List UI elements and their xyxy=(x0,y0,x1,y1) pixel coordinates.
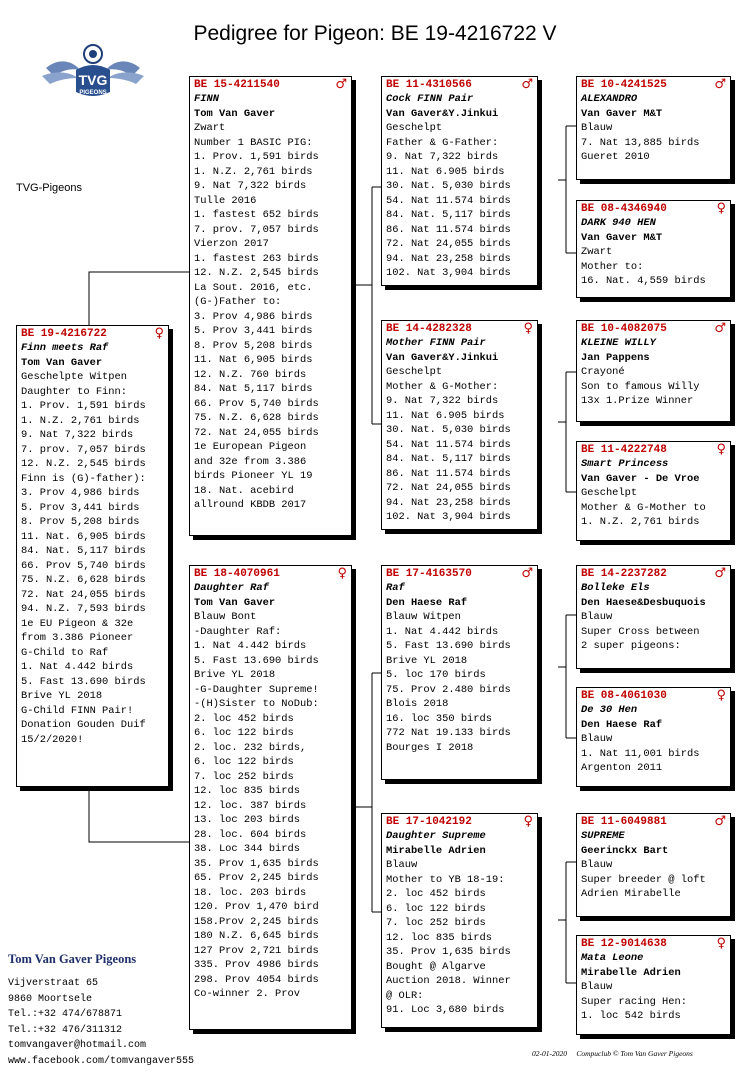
info-line: Father & G-Father: xyxy=(386,136,499,149)
pigeon-name: SUPREME xyxy=(581,830,625,842)
pigeon-name: KLEINE WILLY xyxy=(581,337,656,349)
pigeon-card-fff[interactable] xyxy=(576,76,731,180)
info-line: birds Pioneer YL 19 xyxy=(194,470,313,482)
female-icon: ♀ xyxy=(716,201,726,216)
info-line: 84. Nat 5,117 birds xyxy=(194,383,313,395)
info-line: 7. prov. 7,057 birds xyxy=(21,443,146,456)
ring-number: BE 17-1042192 xyxy=(386,816,472,828)
info-line: 120. Prov 1,470 bird xyxy=(194,901,319,913)
info-line: Blauw xyxy=(581,733,613,745)
male-icon: ♂ xyxy=(714,77,726,92)
info-line: 9. Nat 7,322 birds xyxy=(386,151,499,163)
female-icon: ♀ xyxy=(523,321,533,336)
info-line: 1e European Pigeon xyxy=(194,441,307,453)
info-line: 9. Nat 7,322 birds xyxy=(194,180,307,192)
info-line: Adrien Mirabelle xyxy=(581,888,681,900)
info-line: 1. Nat 4.442 birds xyxy=(21,661,134,673)
info-line: Brive YL 2018 xyxy=(21,690,103,702)
info-line: Mother to: xyxy=(581,260,644,273)
info-line: 38. Loc 344 birds xyxy=(194,843,301,855)
info-line: 13x 1.Prize Winner xyxy=(581,395,694,407)
pigeon-card-mmf[interactable] xyxy=(576,813,731,917)
info-line: 102. Nat 3,904 birds xyxy=(386,511,511,523)
info-line: 12. N.Z. 2,545 birds xyxy=(21,458,146,470)
info-line: Crayoné xyxy=(581,366,625,378)
info-line: 11. Nat 6,905 birds xyxy=(194,354,313,366)
info-line: 1. Prov. 1,591 birds xyxy=(194,151,319,163)
info-line: Super Cross between xyxy=(581,625,700,638)
info-line: 7. prov. 7,057 birds xyxy=(194,223,319,236)
info-line: 66. Prov 5,740 birds xyxy=(21,559,146,572)
info-line: 158.Prov 2,245 birds xyxy=(194,915,319,928)
info-line: Blauw Witpen xyxy=(386,611,461,623)
info-line: 8. Prov 5,208 birds xyxy=(194,339,313,352)
info-line: 5. Fast 13.690 birds xyxy=(21,675,146,688)
info-line: (G-)Father to: xyxy=(194,296,282,308)
info-line: Mother & G-Mother: xyxy=(386,380,499,393)
info-line: Blauw Bont xyxy=(194,611,257,623)
info-line: 1. fastest 263 birds xyxy=(194,252,319,265)
info-line: 2. loc 452 birds xyxy=(386,888,486,900)
info-line: -(H)Sister to NoDub: xyxy=(194,698,319,710)
pigeon-name: Finn meets Raf xyxy=(21,342,109,354)
pigeon-name: FINN xyxy=(194,93,219,105)
info-line: 28. loc. 604 birds xyxy=(194,828,307,841)
info-line: Geschelpte Witpen xyxy=(21,371,128,383)
male-icon: ♂ xyxy=(714,566,726,581)
print-footer: 02-01-2020 Compuclub © Tom Van Gaver Pigeons xyxy=(532,1049,693,1058)
info-line: from 3.386 Pioneer xyxy=(21,632,134,644)
info-line: 335. Prov 4986 birds xyxy=(194,959,319,971)
male-icon: ♂ xyxy=(521,77,533,92)
info-line: 11. Nat 6.905 birds xyxy=(386,409,505,422)
info-line: Brive YL 2018 xyxy=(386,654,468,667)
info-line: 11. Nat. 6,905 birds xyxy=(21,530,146,543)
pigeon-card-father[interactable] xyxy=(189,76,352,536)
svg-text:PIGEONS: PIGEONS xyxy=(79,90,107,96)
info-line: 5. Fast 13.690 birds xyxy=(386,640,511,652)
ring-number: BE 08-4061030 xyxy=(581,690,667,702)
info-line: 7. Nat 13,885 birds xyxy=(581,136,700,149)
ring-number: BE 10-4082075 xyxy=(581,323,667,335)
info-line: 2. loc 452 birds xyxy=(194,712,294,725)
info-line: 102. Nat 3,904 birds xyxy=(386,267,511,279)
info-line: 12. loc 835 birds xyxy=(194,785,301,797)
info-line: 7. loc 252 birds xyxy=(386,917,486,929)
info-line: 5. loc 170 birds xyxy=(386,669,486,681)
info-line: G-Child FINN Pair! xyxy=(21,704,134,717)
info-line: Blois 2018 xyxy=(386,698,449,710)
info-line: 127 Prov 2,721 birds xyxy=(194,944,319,957)
female-icon: ♀ xyxy=(716,688,726,703)
ring-number: BE 11-6049881 xyxy=(581,816,667,828)
info-line: Blauw xyxy=(581,859,613,871)
info-line: 18. Nat. acebird xyxy=(194,484,294,497)
info-line: Tulle 2016 xyxy=(194,194,257,207)
ring-number: BE 18-4070961 xyxy=(194,568,280,580)
ring-number: BE 14-2237282 xyxy=(581,568,667,580)
city: 9860 Moortsele xyxy=(8,993,93,1005)
info-line: Donation Gouden Duif xyxy=(21,719,146,731)
ring-number: BE 11-4310566 xyxy=(386,79,472,91)
info-line: 1. Nat 4.442 birds xyxy=(386,625,499,638)
ring-number: BE 17-4163570 xyxy=(386,568,472,580)
info-line: Co-winner 2. Prov xyxy=(194,988,301,1000)
ring-number: BE 15-4211540 xyxy=(194,79,280,91)
info-line: 298. Prov 4054 birds xyxy=(194,973,319,986)
female-icon: ♀ xyxy=(337,566,347,581)
pigeon-card-mmm[interactable] xyxy=(576,935,731,1035)
info-line: 13. loc 203 birds xyxy=(194,814,301,826)
breeder: Van Gaver M&T xyxy=(581,231,663,244)
info-line: 1e EU Pigeon & 32e xyxy=(21,617,134,630)
info-line: 9. Nat 7,322 birds xyxy=(386,395,499,407)
breeder: Van Gaver M&T xyxy=(581,107,663,120)
female-icon: ♀ xyxy=(716,442,726,457)
info-line: 91. Loc 3,680 birds xyxy=(386,1004,505,1016)
breeder: Van Gaver&Y.Jinkui xyxy=(386,107,499,120)
pigeon-card-ffm[interactable] xyxy=(576,200,731,298)
breeder: Den Haese&Desbuquois xyxy=(581,596,706,609)
male-icon: ♂ xyxy=(714,321,726,336)
svg-text:TVG: TVG xyxy=(78,72,108,88)
pigeon-name: ALEXANDRO xyxy=(581,93,638,105)
phone-2: Tel.:+32 476/311312 xyxy=(8,1024,123,1036)
info-line: allround KBDB 2017 xyxy=(194,499,307,511)
pigeon-card-mf[interactable] xyxy=(381,565,538,780)
pigeon-name: Daughter Supreme xyxy=(386,830,486,842)
info-line: Son to famous Willy xyxy=(581,380,700,393)
pigeon-card-ff[interactable] xyxy=(381,76,538,286)
info-line: 15/2/2020! xyxy=(21,733,84,746)
info-line: Number 1 BASIC PIG: xyxy=(194,136,313,149)
info-line: Blauw xyxy=(581,611,613,623)
info-line: Daughter to Finn: xyxy=(21,385,128,398)
info-line: Bought @ Algarve xyxy=(386,960,486,973)
contact-block xyxy=(8,976,194,1069)
info-line: 86. Nat 11.574 birds xyxy=(386,223,511,236)
info-line: 1. Prov. 1,591 birds xyxy=(21,400,146,412)
info-line: 5. Prov 3,441 birds xyxy=(21,501,140,514)
info-line: 6. loc 122 birds xyxy=(194,756,294,768)
breeder: Jan Pappens xyxy=(581,351,650,364)
info-line: Geschelpt xyxy=(581,487,638,499)
owner-name: Tom Van Gaver Pigeons xyxy=(8,952,137,966)
info-line: 84. Nat. 5,117 birds xyxy=(386,209,511,221)
info-line: 12. loc. 387 birds xyxy=(194,799,307,812)
pigeon-card-mff[interactable] xyxy=(576,565,731,669)
breeder: Tom Van Gaver xyxy=(194,596,276,609)
info-line: Auction 2018. Winner xyxy=(386,975,511,987)
info-line: 75. N.Z. 6,628 birds xyxy=(21,574,146,586)
female-icon: ♀ xyxy=(523,814,533,829)
info-line: 8. Prov 5,208 birds xyxy=(21,516,140,528)
info-line: 1. Nat 11,001 birds xyxy=(581,747,700,760)
info-line: 72. Nat 24,055 birds xyxy=(386,482,511,494)
male-icon: ♂ xyxy=(335,77,347,92)
male-icon: ♂ xyxy=(521,566,533,581)
info-line: 54. Nat 11.574 birds xyxy=(386,438,511,451)
info-line: Bourges I 2018 xyxy=(386,741,474,754)
info-line: 1. fastest 652 birds xyxy=(194,209,319,221)
pigeon-name: Bolleke Els xyxy=(581,582,650,594)
info-line: 5. Prov 3,441 birds xyxy=(194,325,313,337)
pigeon-name: Mata Leone xyxy=(581,952,644,964)
info-line: Super racing Hen: xyxy=(581,995,688,1008)
info-line: 84. Nat. 5,117 birds xyxy=(21,545,146,557)
info-line: 86. Nat 11.574 birds xyxy=(386,467,511,480)
info-line: Blauw xyxy=(581,981,613,993)
pigeon-name: Cock FINN Pair xyxy=(386,93,474,105)
info-line: 11. Nat 6.905 birds xyxy=(386,165,505,178)
breeder: Den Haese Raf xyxy=(581,718,663,731)
pigeon-card-mm[interactable] xyxy=(381,813,538,1028)
info-line: Super breeder @ loft xyxy=(581,873,706,886)
male-icon: ♂ xyxy=(714,814,726,829)
ring-number: BE 11-4222748 xyxy=(581,444,667,456)
info-line: 5. Fast 13.690 birds xyxy=(194,654,319,667)
info-line: G-Child to Raf xyxy=(21,646,109,659)
info-line: Zwart xyxy=(581,246,613,258)
address: Vijverstraat 65 xyxy=(8,978,99,989)
info-line: 1. N.Z. 2,761 birds xyxy=(194,165,313,178)
info-line: 1. loc 542 birds xyxy=(581,1010,681,1022)
breeder: Mirabelle Adrien xyxy=(581,966,681,979)
info-line: Zwart xyxy=(194,122,226,134)
breeder: Mirabelle Adrien xyxy=(386,844,486,857)
info-line: 772 Nat 19.133 birds xyxy=(386,727,511,739)
info-line: 6. loc 122 birds xyxy=(386,902,486,915)
info-line: 6. loc 122 birds xyxy=(194,727,294,739)
info-line: Brive YL 2018 xyxy=(194,669,276,681)
breeder: Van Gaver - De Vroe xyxy=(581,472,700,485)
female-icon: ♀ xyxy=(154,326,164,341)
breeder: Van Gaver&Y.Jinkui xyxy=(386,351,499,364)
info-line: 35. Prov 1,635 birds xyxy=(194,857,319,870)
info-line: Geschelpt xyxy=(386,366,443,378)
pigeon-name: Smart Princess xyxy=(581,458,669,470)
ring-number: BE 14-4282328 xyxy=(386,323,472,335)
info-line: 72. Nat 24,055 birds xyxy=(21,588,146,601)
info-line: 1. N.Z. 2,761 birds xyxy=(581,516,700,528)
ring-number: BE 19-4216722 xyxy=(21,328,107,340)
info-line: Blauw xyxy=(386,859,418,871)
pigeon-name: Daughter Raf xyxy=(194,582,269,594)
ring-number: BE 08-4346940 xyxy=(581,203,667,215)
email-link[interactable]: tomvangaver@hotmail.com xyxy=(8,1040,147,1051)
info-line: 94. Nat 23,258 birds xyxy=(386,496,511,509)
info-line: 12. loc 835 birds xyxy=(386,931,493,944)
info-line: Vierzon 2017 xyxy=(194,238,269,250)
phone-1: Tel.:+32 474/678871 xyxy=(8,1009,123,1020)
info-line: 66. Prov 5,740 birds xyxy=(194,397,319,410)
pigeon-card-mother[interactable] xyxy=(189,565,352,1030)
info-line: La Sout. 2016, etc. xyxy=(194,281,313,294)
info-line: 94. Nat 23,258 birds xyxy=(386,252,511,265)
info-line: Finn is (G)-father): xyxy=(21,472,146,485)
info-line: 2 super pigeons: xyxy=(581,640,681,652)
info-line: @ OLR: xyxy=(386,989,424,1002)
info-line: 9. Nat 7,322 birds xyxy=(21,429,134,441)
info-line: 2. loc. 232 birds, xyxy=(194,741,307,754)
info-line: 1. N.Z. 2,761 birds xyxy=(21,414,140,427)
pigeon-name: Raf xyxy=(386,582,405,594)
page-title: Pedigree for Pigeon: BE 19-4216722 V xyxy=(193,22,557,45)
female-icon: ♀ xyxy=(716,936,726,951)
info-line: 72. Nat 24,055 birds xyxy=(386,238,511,250)
info-line: 12. N.Z. 760 birds xyxy=(194,368,307,381)
info-line: 12. N.Z. 2,545 birds xyxy=(194,267,319,279)
ring-number: BE 12-9014638 xyxy=(581,938,667,950)
info-line: Gueret 2010 xyxy=(581,151,650,163)
pigeon-card-fmm[interactable] xyxy=(576,441,731,541)
ring-number: BE 10-4241525 xyxy=(581,79,667,91)
pigeon-card-fm[interactable] xyxy=(381,320,538,530)
pigeon-name: Mother FINN Pair xyxy=(386,337,486,349)
pigeon-card-subject[interactable] xyxy=(16,325,169,787)
info-line: 7. loc 252 birds xyxy=(194,770,294,783)
info-line: 3. Prov 4,986 birds xyxy=(194,310,313,323)
website-link[interactable]: www.facebook.com/tomvangaver555 xyxy=(8,1055,195,1067)
pigeon-card-mfm[interactable] xyxy=(576,687,731,787)
info-line: 1. Nat 4.442 birds xyxy=(194,640,307,652)
info-line: Mother to YB 18-19: xyxy=(386,873,505,886)
info-line: 18. loc. 203 birds xyxy=(194,886,307,899)
info-line: Geschelpt xyxy=(386,122,443,134)
info-line: 16. loc 350 birds xyxy=(386,712,493,725)
info-line: 75. Prov 2.480 birds xyxy=(386,683,511,696)
info-line: 30. Nat. 5,030 birds xyxy=(386,180,511,192)
info-line: 16. Nat. 4,559 birds xyxy=(581,275,706,287)
breeder: Geerinckx Bart xyxy=(581,844,669,857)
breeder: Tom Van Gaver xyxy=(194,107,276,120)
info-line: 94. N.Z. 7,593 birds xyxy=(21,603,146,615)
info-line: 65. Prov 2,245 birds xyxy=(194,872,319,884)
info-line: and 32e from 3.386 xyxy=(194,455,307,468)
info-line: 75. N.Z. 6,628 birds xyxy=(194,412,319,424)
info-line: Blauw xyxy=(581,122,613,134)
pigeon-name: DARK 940 HEN xyxy=(581,217,656,229)
info-line: 3. Prov 4,986 birds xyxy=(21,487,140,499)
breeder: Den Haese Raf xyxy=(386,596,468,609)
info-line: Mother & G-Mother to xyxy=(581,501,706,514)
info-line: 180 N.Z. 6,645 birds xyxy=(194,930,319,942)
info-line: Argenton 2011 xyxy=(581,762,663,774)
info-line: 84. Nat. 5,117 birds xyxy=(386,453,511,465)
info-line: 72. Nat 24,055 birds xyxy=(194,426,319,439)
pigeon-card-fmf[interactable] xyxy=(576,320,731,422)
info-line: -Daughter Raf: xyxy=(194,625,282,638)
info-line: 54. Nat 11.574 birds xyxy=(386,194,511,207)
pigeon-name: De 30 Hen xyxy=(581,704,638,716)
breeder: Tom Van Gaver xyxy=(21,356,103,369)
info-line: -G-Daughter Supreme! xyxy=(194,683,319,696)
info-line: 30. Nat. 5,030 birds xyxy=(386,424,511,436)
info-line: 35. Prov 1,635 birds xyxy=(386,946,511,958)
owner-label: TVG-Pigeons xyxy=(16,182,83,194)
